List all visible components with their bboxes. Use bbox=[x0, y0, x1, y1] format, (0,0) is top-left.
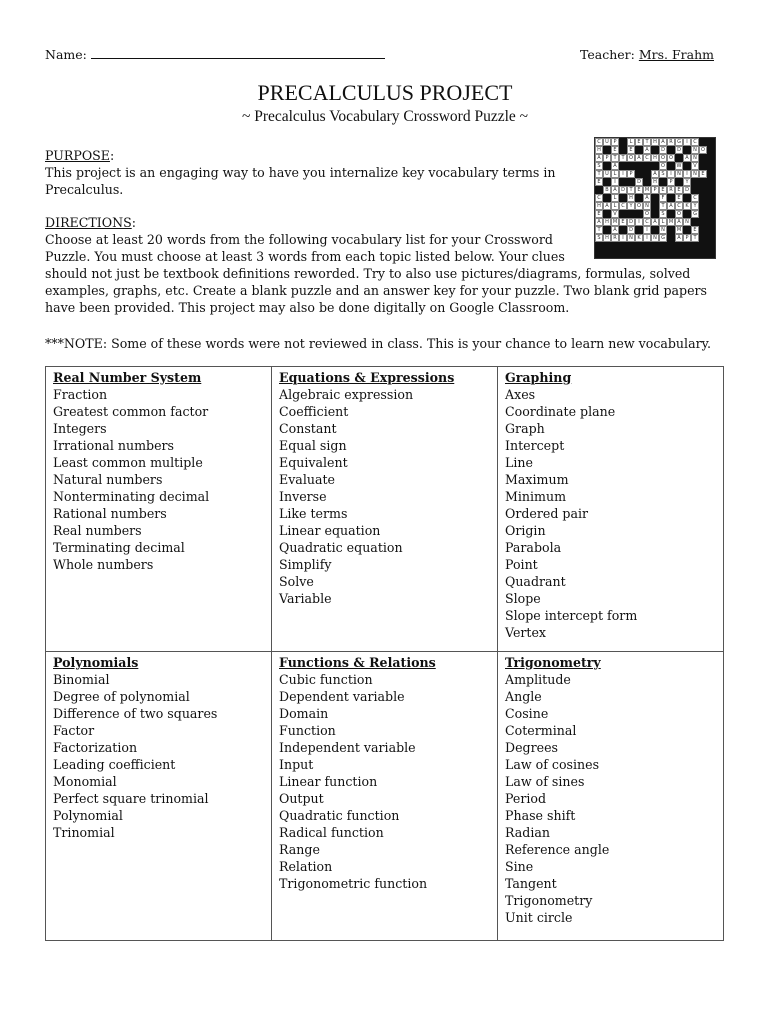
vocab-word: Perfect square trinomial bbox=[53, 791, 209, 806]
crossword-cell: A bbox=[659, 138, 667, 146]
crossword-cell: P bbox=[603, 154, 611, 162]
crossword-cell: E bbox=[635, 138, 643, 146]
crossword-cell: A bbox=[683, 154, 691, 162]
crossword-cell: A bbox=[595, 154, 603, 162]
purpose-text: This project is an engaging way to have you internalize key vocabulary terms in Precalculus. bbox=[45, 165, 556, 197]
vocab-word: Equivalent bbox=[279, 455, 348, 470]
crossword-cell: A bbox=[651, 218, 659, 226]
crossword-cell bbox=[707, 186, 715, 194]
crossword-cell: U bbox=[603, 138, 611, 146]
vocab-word: Constant bbox=[279, 421, 337, 436]
vocab-word: Quadrant bbox=[505, 574, 566, 589]
crossword-cell bbox=[603, 146, 611, 154]
crossword-cell: A bbox=[667, 202, 675, 210]
vocab-word: Unit circle bbox=[505, 910, 573, 925]
crossword-cell bbox=[603, 194, 611, 202]
crossword-cell: C bbox=[691, 138, 699, 146]
crossword-cell: E bbox=[659, 186, 667, 194]
crossword-cell: M bbox=[676, 227, 682, 233]
crossword-cell: N bbox=[691, 170, 699, 178]
crossword-cell: A bbox=[635, 154, 643, 162]
vocab-word: Quadratic equation bbox=[279, 540, 403, 555]
crossword-cell: L bbox=[611, 170, 619, 178]
page-title: PRECALCULUS PROJECT bbox=[257, 80, 513, 105]
vocab-word: Coordinate plane bbox=[505, 404, 616, 419]
crossword-cell: E bbox=[635, 186, 643, 194]
vocab-word: Irrational numbers bbox=[53, 438, 175, 453]
crossword-cell bbox=[707, 210, 715, 218]
topic-title: Trigonometry bbox=[505, 655, 601, 670]
vocab-word: Greatest common factor bbox=[53, 404, 209, 419]
crossword-cell bbox=[707, 218, 715, 226]
crossword-cell bbox=[699, 178, 707, 186]
crossword-cell bbox=[667, 162, 675, 170]
crossword-cell: O bbox=[675, 210, 683, 218]
crossword-cell: H bbox=[595, 146, 603, 154]
crossword-cell: E bbox=[675, 194, 683, 202]
crossword-cell: L bbox=[611, 194, 619, 202]
vocab-word: Law of cosines bbox=[505, 757, 600, 772]
crossword-cell: R bbox=[611, 234, 619, 242]
crossword-cell bbox=[683, 194, 691, 202]
crossword-cell: Y bbox=[683, 178, 691, 186]
crossword-cell: A bbox=[643, 194, 651, 202]
crossword-cell bbox=[699, 154, 707, 162]
crossword-cell bbox=[699, 138, 707, 146]
page-subtitle: ~ Precalculus Vocabulary Crossword Puzzle ~ bbox=[241, 108, 529, 125]
crossword-cell: H bbox=[651, 138, 659, 146]
crossword-cell bbox=[619, 194, 627, 202]
purpose-section: PURPOSE: This project is an engaging way to have you internalize key vocabulary terms in Precalculus. bbox=[45, 147, 585, 198]
crossword-cell: P bbox=[611, 138, 619, 146]
crossword-cell bbox=[699, 218, 707, 226]
crossword-cell bbox=[707, 178, 715, 186]
crossword-cell: N bbox=[691, 146, 699, 154]
table-row bbox=[46, 367, 724, 652]
vocab-word: Range bbox=[279, 842, 320, 857]
crossword-cell: D bbox=[627, 226, 635, 234]
vocab-word: Phase shift bbox=[505, 808, 576, 823]
vocab-word: Leading coefficient bbox=[53, 757, 176, 772]
crossword-cell: O bbox=[635, 202, 643, 210]
crossword-cell: I bbox=[683, 138, 691, 146]
vocab-word: Point bbox=[505, 557, 538, 572]
vocab-word: Degrees bbox=[505, 740, 559, 755]
crossword-cell bbox=[667, 146, 675, 154]
crossword-cell: D bbox=[627, 218, 635, 226]
crossword-cell: C bbox=[619, 202, 627, 210]
crossword-cell: G bbox=[675, 138, 683, 146]
crossword-cell bbox=[675, 178, 683, 186]
crossword-cell: H bbox=[603, 218, 611, 226]
vocab-word: Natural numbers bbox=[53, 472, 163, 487]
crossword-cell: O bbox=[643, 210, 651, 218]
crossword-cell: T bbox=[595, 226, 603, 234]
crossword-cell: A bbox=[611, 162, 619, 170]
crossword-cell: T bbox=[619, 154, 627, 162]
crossword-cell: D bbox=[659, 146, 667, 154]
crossword-cell: T bbox=[595, 170, 603, 178]
vocab-word: Amplitude bbox=[505, 672, 571, 687]
crossword-cell: V bbox=[611, 210, 619, 218]
crossword-cell bbox=[691, 218, 699, 226]
crossword-cell: I bbox=[635, 218, 643, 226]
crossword-cell: G bbox=[691, 210, 699, 218]
crossword-cell: C bbox=[675, 202, 683, 210]
crossword-cell bbox=[603, 210, 611, 218]
crossword-cell: I bbox=[619, 234, 627, 242]
crossword-cell bbox=[603, 178, 611, 186]
crossword-cell bbox=[707, 154, 715, 162]
crossword-cell bbox=[699, 186, 707, 194]
crossword-cell bbox=[651, 210, 659, 218]
crossword-cell: D bbox=[619, 186, 627, 194]
vocab-word: Least common multiple bbox=[53, 455, 203, 470]
crossword-cell: T bbox=[659, 202, 667, 210]
crossword-cell bbox=[643, 170, 651, 178]
crossword-cell bbox=[667, 210, 675, 218]
directions-heading: DIRECTIONS bbox=[45, 215, 132, 230]
crossword-cell bbox=[699, 162, 707, 170]
teacher-label: Teacher: bbox=[580, 47, 635, 62]
crossword-cell bbox=[691, 186, 699, 194]
vocab-word: Output bbox=[279, 791, 324, 806]
crossword-cell: O bbox=[659, 162, 667, 170]
crossword-cell: R bbox=[667, 186, 675, 194]
crossword-cell: I bbox=[667, 170, 675, 178]
topic-cell bbox=[46, 367, 272, 652]
crossword-cell: L bbox=[659, 218, 667, 226]
crossword-cell: H bbox=[651, 178, 659, 186]
topic-title: Graphing bbox=[505, 370, 572, 385]
table-row bbox=[46, 652, 724, 941]
crossword-cell: N bbox=[675, 170, 683, 178]
vocab-word: Inverse bbox=[279, 489, 327, 504]
crossword-cell: O bbox=[627, 154, 635, 162]
crossword-cell bbox=[707, 170, 715, 178]
crossword-cell: T bbox=[643, 138, 651, 146]
name-blank-line[interactable] bbox=[91, 47, 385, 59]
crossword-cell: C bbox=[595, 194, 603, 202]
crossword-cell: Y bbox=[691, 202, 699, 210]
topic-cell bbox=[46, 652, 272, 941]
crossword-cell: N bbox=[627, 234, 635, 242]
crossword-cell bbox=[603, 162, 611, 170]
vocab-word: Monomial bbox=[53, 774, 117, 789]
crossword-cell: P bbox=[651, 186, 659, 194]
crossword-cell: P bbox=[683, 234, 691, 242]
crossword-cell: G bbox=[659, 234, 667, 242]
vocab-word: Real numbers bbox=[53, 523, 142, 538]
crossword-cell bbox=[635, 194, 643, 202]
vocab-word: Binomial bbox=[53, 672, 110, 687]
vocab-word: Cubic function bbox=[279, 672, 373, 687]
crossword-cell: A bbox=[595, 218, 603, 226]
vocab-word: Solve bbox=[279, 574, 314, 589]
image-spacer bbox=[585, 231, 715, 265]
crossword-cell: V bbox=[691, 162, 699, 170]
vocab-word: Fraction bbox=[53, 387, 108, 402]
vocab-word: Evaluate bbox=[279, 472, 335, 487]
crossword-cell: T bbox=[627, 186, 635, 194]
crossword-cell: D bbox=[635, 178, 643, 186]
topic-cell bbox=[498, 367, 724, 652]
crossword-cell bbox=[643, 162, 651, 170]
vocab-word: Domain bbox=[279, 706, 329, 721]
crossword-cell: T bbox=[611, 154, 619, 162]
crossword-cell: E bbox=[619, 218, 627, 226]
topic-title: Real Number System bbox=[53, 370, 202, 385]
crossword-cell bbox=[619, 146, 627, 154]
vocab-word: Slope intercept form bbox=[505, 608, 638, 623]
name-field bbox=[45, 47, 385, 62]
vocab-word: Variable bbox=[279, 591, 332, 606]
crossword-cell bbox=[659, 178, 667, 186]
crossword-cell: I bbox=[683, 170, 691, 178]
vocab-word: Degree of polynomial bbox=[53, 689, 190, 704]
crossword-cell bbox=[651, 202, 659, 210]
crossword-cell bbox=[651, 146, 659, 154]
vocab-word: Parabola bbox=[505, 540, 562, 555]
crossword-cell: D bbox=[675, 146, 683, 154]
vocab-word: Cosine bbox=[505, 706, 549, 721]
topic-cell bbox=[272, 367, 498, 652]
vocab-word: Whole numbers bbox=[53, 557, 154, 572]
vocab-word: Equal sign bbox=[279, 438, 347, 453]
crossword-cell bbox=[619, 162, 627, 170]
crossword-cell bbox=[627, 210, 635, 218]
crossword-cell bbox=[691, 178, 699, 186]
purpose-heading: PURPOSE bbox=[45, 148, 110, 163]
crossword-cell: Y bbox=[627, 202, 635, 210]
crossword-cell: L bbox=[611, 202, 619, 210]
vocab-word: Linear equation bbox=[279, 523, 381, 538]
crossword-cell: N bbox=[691, 154, 699, 162]
crossword-cell: H bbox=[603, 234, 611, 242]
vocab-word: Like terms bbox=[279, 506, 348, 521]
topic-cell bbox=[498, 652, 724, 941]
crossword-cell bbox=[627, 178, 635, 186]
crossword-cell: E bbox=[699, 170, 707, 178]
vocab-word: Maximum bbox=[505, 472, 569, 487]
crossword-cell bbox=[635, 170, 643, 178]
vocab-word: Dependent variable bbox=[279, 689, 405, 704]
crossword-cell: E bbox=[611, 146, 619, 154]
crossword-cell: M bbox=[668, 219, 674, 225]
vocab-word: Integers bbox=[53, 421, 107, 436]
crossword-cell: A bbox=[611, 226, 619, 234]
crossword-cell: E bbox=[675, 186, 683, 194]
vocab-word: Independent variable bbox=[279, 740, 416, 755]
topic-title: Functions & Relations bbox=[279, 655, 436, 670]
crossword-cell: K bbox=[635, 234, 643, 242]
crossword-cell: T bbox=[691, 234, 699, 242]
crossword-cell: B bbox=[603, 186, 611, 194]
crossword-cell bbox=[675, 154, 683, 162]
name-label: Name: bbox=[45, 47, 87, 62]
crossword-cell bbox=[651, 162, 659, 170]
vocab-word: Reference angle bbox=[505, 842, 610, 857]
crossword-cell: C bbox=[643, 218, 651, 226]
crossword-cell bbox=[699, 194, 707, 202]
crossword-cell: S bbox=[659, 170, 667, 178]
crossword-cell bbox=[707, 138, 715, 146]
crossword-cell bbox=[619, 138, 627, 146]
vocab-word: Simplify bbox=[279, 557, 332, 572]
crossword-cell: A bbox=[603, 202, 611, 210]
crossword-cell bbox=[619, 210, 627, 218]
vocab-word: Algebraic expression bbox=[279, 387, 414, 402]
vocab-word: Radian bbox=[505, 825, 550, 840]
vocab-word: Ordered pair bbox=[505, 506, 589, 521]
vocab-word: Trigonometric function bbox=[279, 876, 428, 891]
crossword-cell bbox=[707, 162, 715, 170]
crossword-cell: W bbox=[676, 163, 682, 169]
crossword-cell: E bbox=[595, 178, 603, 186]
crossword-cell: K bbox=[683, 202, 691, 210]
note-text: ***NOTE: Some of these words were not reviewed in class. This is your chance to learn new vocabulary. bbox=[45, 336, 712, 351]
crossword-cell: P bbox=[667, 178, 675, 186]
topic-cell bbox=[272, 652, 498, 941]
vocab-word: Slope bbox=[505, 591, 541, 606]
crossword-cell: F bbox=[659, 194, 667, 202]
crossword-cell: A bbox=[675, 218, 683, 226]
crossword-cell: O bbox=[699, 146, 707, 154]
vocab-word: Input bbox=[279, 757, 314, 772]
crossword-cell: D bbox=[683, 186, 691, 194]
crossword-cell: L bbox=[627, 138, 635, 146]
crossword-cell: N bbox=[683, 218, 691, 226]
vocab-word: Factorization bbox=[53, 740, 138, 755]
crossword-cell bbox=[635, 210, 643, 218]
crossword-cell: A bbox=[643, 146, 651, 154]
vocab-word: Polynomial bbox=[53, 808, 123, 823]
crossword-cell: N bbox=[659, 226, 667, 234]
crossword-cell bbox=[651, 194, 659, 202]
crossword-cell: E bbox=[595, 210, 603, 218]
crossword-cell: I bbox=[619, 170, 627, 178]
crossword-cell bbox=[635, 162, 643, 170]
crossword-cell: S bbox=[659, 210, 667, 218]
vocab-word: Law of sines bbox=[505, 774, 585, 789]
vocab-word: Quadratic function bbox=[279, 808, 400, 823]
vocabulary-table bbox=[45, 366, 724, 941]
crossword-cell bbox=[595, 186, 603, 194]
crossword-cell: C bbox=[595, 138, 603, 146]
crossword-cell: S bbox=[595, 234, 603, 242]
crossword-cell: I bbox=[643, 234, 651, 242]
crossword-cell: P bbox=[627, 170, 635, 178]
crossword-cell bbox=[683, 162, 691, 170]
crossword-cell bbox=[699, 210, 707, 218]
crossword-cell: C bbox=[691, 194, 699, 202]
vocab-word: Factor bbox=[53, 723, 95, 738]
vocab-word: Function bbox=[279, 723, 336, 738]
topic-title: Polynomials bbox=[53, 655, 139, 670]
crossword-cell: S bbox=[595, 162, 603, 170]
crossword-cell: H bbox=[627, 194, 635, 202]
crossword-cell bbox=[707, 202, 715, 210]
crossword-cell: U bbox=[603, 170, 611, 178]
vocab-word: Trinomial bbox=[53, 825, 115, 840]
vocab-word: Relation bbox=[279, 859, 333, 874]
crossword-cell: C bbox=[643, 154, 651, 162]
teacher-name: Mrs. Frahm bbox=[638, 47, 714, 62]
crossword-cell bbox=[643, 178, 651, 186]
crossword-cell bbox=[707, 146, 715, 154]
crossword-cell: M bbox=[612, 219, 618, 225]
crossword-cell: A bbox=[651, 170, 659, 178]
vocab-word: Line bbox=[505, 455, 533, 470]
vocab-word: Graph bbox=[505, 421, 545, 436]
crossword-cell: H bbox=[651, 154, 659, 162]
crossword-cell bbox=[683, 146, 691, 154]
crossword-cell bbox=[707, 194, 715, 202]
vocab-word: Linear function bbox=[279, 774, 378, 789]
vocab-word: Sine bbox=[505, 859, 534, 874]
crossword-cell: H bbox=[595, 202, 603, 210]
crossword-cell: N bbox=[643, 202, 651, 210]
vocab-word: Coterminal bbox=[505, 723, 577, 738]
crossword-cell: N bbox=[651, 234, 659, 242]
crossword-cell: A bbox=[675, 234, 683, 242]
crossword-cell: E bbox=[627, 146, 635, 154]
vocab-word: Period bbox=[505, 791, 547, 806]
directions-text: Choose at least 20 words from the following vocabulary list for your Crossword Puzzle. You must choose at least 3 words from each topic listed below. Your clues should not just be textbook definitions reworded. Try to also use pictures/diagrams, formulas, solved examples, graphs, etc. Create a blank puzzle and an answer key for your puzzle. Two blank grid papers have been provided. This project may also be done digitally on Google Classroom. bbox=[45, 231, 715, 316]
crossword-cell: O bbox=[659, 154, 667, 162]
vocab-word: Axes bbox=[505, 387, 536, 402]
crossword-cell bbox=[627, 162, 635, 170]
vocab-word: Radical function bbox=[279, 825, 384, 840]
crossword-cell bbox=[619, 178, 627, 186]
crossword-cell: E bbox=[691, 226, 699, 234]
vocab-word: Trigonometry bbox=[505, 893, 593, 908]
directions-section: DIRECTIONS: bbox=[45, 215, 136, 230]
vocab-word: Vertex bbox=[505, 625, 547, 640]
crossword-cell: A bbox=[611, 186, 619, 194]
topic-title: Equations & Expressions bbox=[279, 370, 455, 385]
crossword-cell: I bbox=[643, 226, 651, 234]
vocab-word: Minimum bbox=[505, 489, 567, 504]
vocab-word: Coefficient bbox=[279, 404, 349, 419]
crossword-cell: O bbox=[667, 154, 675, 162]
vocab-word: Intercept bbox=[505, 438, 565, 453]
vocab-word: Terminating decimal bbox=[53, 540, 185, 555]
crossword-cell bbox=[667, 194, 675, 202]
crossword-cell bbox=[699, 202, 707, 210]
vocab-word: Difference of two squares bbox=[53, 706, 218, 721]
vocab-word: Tangent bbox=[505, 876, 557, 891]
vocab-word: Rational numbers bbox=[53, 506, 167, 521]
crossword-cell: M bbox=[644, 187, 650, 193]
teacher-field bbox=[580, 47, 714, 62]
crossword-cell: I bbox=[611, 178, 619, 186]
vocab-word: Nonterminating decimal bbox=[53, 489, 210, 504]
vocab-word: Origin bbox=[505, 523, 546, 538]
crossword-cell bbox=[683, 210, 691, 218]
crossword-cell: R bbox=[667, 138, 675, 146]
vocab-word: Angle bbox=[505, 689, 542, 704]
crossword-cell bbox=[635, 146, 643, 154]
